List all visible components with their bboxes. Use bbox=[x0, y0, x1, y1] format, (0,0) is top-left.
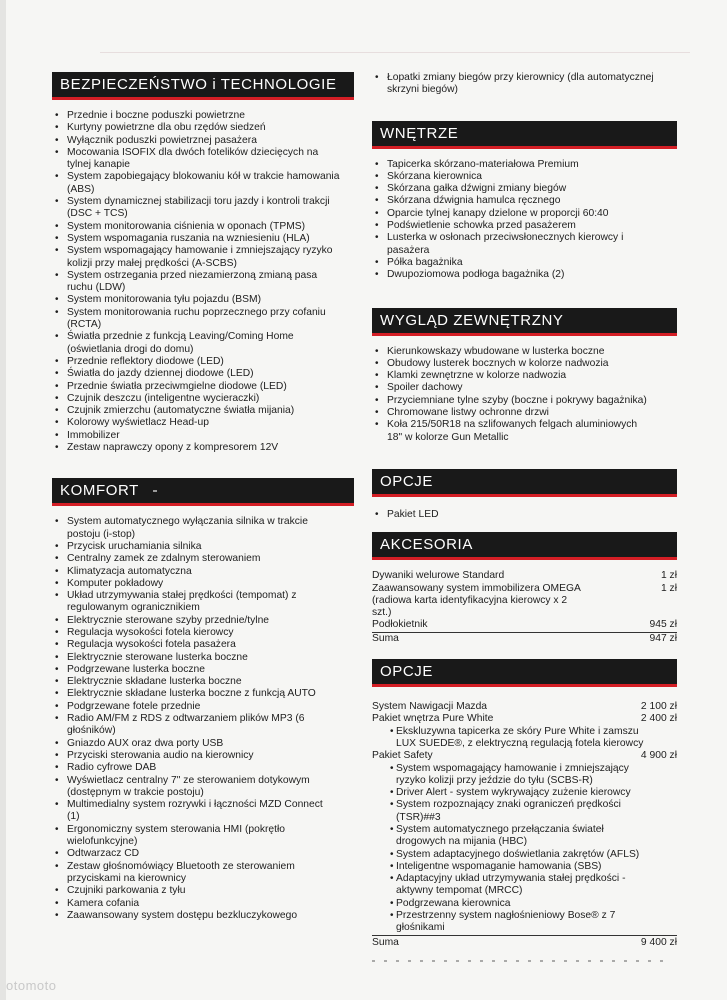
list-item-line: Czujniki parkowania z tyłu bbox=[67, 885, 186, 897]
list-item bbox=[52, 196, 354, 221]
price-row bbox=[372, 619, 677, 632]
bullet-icon: • bbox=[55, 417, 59, 429]
bullet-icon: • bbox=[55, 663, 59, 675]
akcesoria-sum-value: 947 zł bbox=[649, 632, 677, 644]
bullet-icon: • bbox=[55, 232, 59, 244]
package-item-line: System automatycznego przełączania świateł bbox=[396, 823, 604, 835]
list-item bbox=[372, 382, 677, 394]
price-row-value: 945 zł bbox=[649, 619, 677, 631]
list-item-line: Skórzana gałka dźwigni zmiany biegów bbox=[387, 183, 567, 195]
list-item-line: (RCTA) bbox=[67, 319, 102, 331]
price-row bbox=[372, 607, 677, 619]
price-row-label: Podłokietnik bbox=[372, 619, 428, 631]
section-header-opcje-2: OPCJE bbox=[372, 659, 677, 687]
package-item-line: Przestrzenny system nagłośnieniowy Bose® z 7 bbox=[396, 910, 616, 922]
bullet-icon: • bbox=[55, 380, 59, 392]
bullet-icon: • bbox=[55, 355, 59, 367]
bullet-icon: • bbox=[55, 823, 59, 835]
list-item bbox=[372, 232, 677, 257]
list-item-line: Przyciemniane tylne szyby (boczne i pokrywy bagażnika) bbox=[387, 394, 647, 406]
list-item bbox=[372, 358, 677, 370]
list-item-line: Immobilizer bbox=[67, 429, 120, 441]
list-item bbox=[52, 898, 354, 910]
package-item bbox=[372, 873, 677, 898]
list-item bbox=[52, 417, 354, 429]
list-item-line: System monitorowania ruchu poprzecznego przy cofaniu bbox=[67, 306, 326, 318]
list-item bbox=[52, 627, 354, 639]
bullet-icon: • bbox=[55, 442, 59, 454]
bullet-icon: • bbox=[375, 407, 379, 419]
akcesoria-table bbox=[372, 570, 677, 632]
list-item-line: Podświetlenie schowka przed pasażerem bbox=[387, 220, 576, 232]
list-item-line: Elektrycznie sterowane szyby przednie/tylne bbox=[67, 614, 270, 626]
akcesoria-sum-label: Suma bbox=[372, 632, 399, 644]
bullet-icon: • bbox=[55, 626, 59, 638]
price-row bbox=[372, 583, 677, 595]
list-item-line: Czujnik deszczu (inteligentne wycieraczki) bbox=[67, 392, 260, 404]
package-item-line: LUX SUEDE®, z elektryczną regulacją fotela kierowcy bbox=[396, 737, 644, 749]
list-item bbox=[52, 331, 354, 356]
bullet-icon: • bbox=[55, 405, 59, 417]
list-item-line: Wyświetlacz centralny 7" ze sterowaniem dotykowym bbox=[67, 774, 310, 786]
list-item-line: Chromowane listwy ochronne drzwi bbox=[387, 407, 549, 419]
komfort-list bbox=[52, 516, 354, 922]
package-item-line: System adaptacyjnego doświetlania zakrętów (AFLS) bbox=[396, 848, 640, 860]
bullet-icon: • bbox=[375, 370, 379, 382]
list-item bbox=[52, 356, 354, 368]
list-item-line: System automatycznego wyłączania silnika w trakcie bbox=[67, 516, 308, 528]
list-item bbox=[52, 652, 354, 664]
section-header-wnetrze: WNĘTRZE bbox=[372, 121, 677, 149]
list-item-line: Skórzana kierownica bbox=[387, 170, 483, 182]
list-item bbox=[52, 405, 354, 417]
bullet-icon: • bbox=[55, 245, 59, 257]
price-row-label: Zaawansowany system immobilizera OMEGA bbox=[372, 582, 581, 594]
list-item-line: Skórzana dźwignia hamulca ręcznego bbox=[387, 195, 561, 207]
list-item bbox=[52, 799, 354, 824]
list-item bbox=[52, 171, 354, 196]
price-row-label: szt.) bbox=[372, 607, 392, 619]
list-item-line: Półka bagażnika bbox=[387, 256, 463, 268]
bullet-icon: • bbox=[55, 639, 59, 651]
price-row bbox=[372, 595, 677, 607]
list-item bbox=[52, 713, 354, 738]
bullet-icon: • bbox=[55, 688, 59, 700]
package-item-line: Podgrzewana kierownica bbox=[396, 897, 511, 909]
bullet-icon: • bbox=[375, 508, 379, 520]
list-item-line: Spoiler dachowy bbox=[387, 382, 463, 394]
bullet-icon: • bbox=[375, 269, 379, 281]
section-header-akcesoria: AKCESORIA bbox=[372, 532, 677, 560]
package-item bbox=[372, 898, 677, 910]
bullet-icon: • bbox=[375, 170, 379, 182]
list-item-line: System wspomagający hamowanie i zmniejszający ryzyko bbox=[67, 245, 333, 257]
list-item bbox=[52, 245, 354, 270]
list-item-line: Kamera cofania bbox=[67, 897, 140, 909]
list-item-line: ruchu (LDW) bbox=[67, 282, 126, 294]
list-item-line: Światła przednie z funkcją Leaving/Coming Home bbox=[67, 331, 294, 343]
package-item-line: aktywny tempomat (MRCC) bbox=[396, 885, 523, 897]
bullet-icon: • bbox=[375, 256, 379, 268]
list-item bbox=[52, 553, 354, 565]
bullet-icon: • bbox=[55, 700, 59, 712]
section-header-bezpieczenstwo: BEZPIECZEŃSTWO i TECHNOLOGIE bbox=[52, 72, 354, 100]
list-item bbox=[372, 509, 677, 521]
list-item-line: Czujnik zmierzchu (automatyczne światła mijania) bbox=[67, 405, 295, 417]
list-item bbox=[52, 861, 354, 886]
list-item bbox=[52, 775, 354, 800]
list-item bbox=[372, 171, 677, 183]
bullet-icon: • bbox=[55, 577, 59, 589]
bullet-icon: • bbox=[375, 232, 379, 244]
list-item-line: (ABS) bbox=[67, 183, 95, 195]
list-item bbox=[52, 516, 354, 541]
bullet-icon: • bbox=[55, 331, 59, 343]
safety-row bbox=[372, 750, 677, 762]
list-item bbox=[52, 393, 354, 405]
package-item bbox=[372, 726, 677, 751]
bullet-icon: • bbox=[55, 220, 59, 232]
list-item bbox=[52, 615, 354, 627]
package-item bbox=[372, 861, 677, 873]
list-item bbox=[52, 750, 354, 762]
list-item-line: Pakiet LED bbox=[387, 508, 439, 520]
list-item bbox=[52, 541, 354, 553]
price-row bbox=[372, 701, 677, 713]
list-item bbox=[372, 195, 677, 207]
list-item-line: Elektrycznie sterowane lusterka boczne bbox=[67, 651, 248, 663]
list-item-line: Dwupoziomowa podłoga bagażnika (2) bbox=[387, 269, 565, 281]
bullet-icon: • bbox=[390, 873, 394, 885]
list-item bbox=[372, 257, 677, 269]
package-item-line: Ekskluzywna tapicerka ze skóry Pure White i zamszu bbox=[396, 725, 639, 737]
safety-value: 4 900 zł bbox=[640, 750, 677, 762]
package-item-line: System rozpoznający znaki ograniczeń prędkości bbox=[396, 799, 621, 811]
list-item bbox=[52, 639, 354, 651]
bullet-icon: • bbox=[55, 848, 59, 860]
list-item-line: System ostrzegania przed niezamierzoną zmianą pasa bbox=[67, 269, 318, 281]
bullet-icon: • bbox=[55, 762, 59, 774]
bullet-icon: • bbox=[375, 72, 379, 83]
list-item bbox=[372, 346, 677, 358]
bullet-icon: • bbox=[390, 897, 394, 909]
list-item bbox=[52, 147, 354, 172]
list-item-line: Przycisk uruchamiania silnika bbox=[67, 540, 202, 552]
bullet-icon: • bbox=[375, 419, 379, 431]
price-row-label: (radiowa karta identyfikacyjna kierowcy x 2 bbox=[372, 594, 568, 606]
list-item-line: System monitorowania tyłu pojazdu (BSM) bbox=[67, 294, 262, 306]
list-item bbox=[52, 676, 354, 688]
list-item-line: Przednie reflektory diodowe (LED) bbox=[67, 355, 224, 367]
list-item-line: (dostępnym w trakcie postoju) bbox=[67, 786, 204, 798]
list-item bbox=[52, 824, 354, 849]
right-column bbox=[372, 72, 677, 949]
bullet-icon: • bbox=[55, 306, 59, 318]
bullet-icon: • bbox=[55, 909, 59, 921]
list-item-line: Przednie światła przeciwmgielne diodowe (LED) bbox=[67, 380, 287, 392]
list-item-line: (1) bbox=[67, 811, 80, 823]
list-item-line: pasażera bbox=[387, 244, 430, 256]
bullet-icon: • bbox=[55, 146, 59, 158]
list-item bbox=[372, 72, 677, 97]
list-item-line: (DSC + TCS) bbox=[67, 208, 128, 220]
bullet-icon: • bbox=[55, 676, 59, 688]
list-item bbox=[372, 220, 677, 232]
bullet-icon: • bbox=[55, 122, 59, 134]
bullet-icon: • bbox=[55, 134, 59, 146]
package-item-line: głośnikami bbox=[396, 922, 445, 934]
list-item bbox=[372, 208, 677, 220]
opcje-sum-label: Suma bbox=[372, 936, 399, 948]
price-row-label: Pakiet wnętrza Pure White bbox=[372, 713, 494, 725]
price-row-label: Dywaniki welurowe Standard bbox=[372, 570, 505, 582]
list-item bbox=[52, 664, 354, 676]
list-item-line: Centralny zamek ze zdalnym sterowaniem bbox=[67, 553, 261, 565]
package-item-line: ryzyko kolizji przy jeździe do tyłu (SCBS-R) bbox=[396, 774, 593, 786]
list-item-line: Koła 215/50R18 na szlifowanych felgach aluminiowych bbox=[387, 419, 638, 431]
list-item-line: Wyłącznik poduszki powietrznej pasażera bbox=[67, 134, 257, 146]
bullet-icon: • bbox=[390, 762, 394, 774]
price-row bbox=[372, 570, 677, 582]
list-item bbox=[52, 135, 354, 147]
list-item-line: Komputer pokładowy bbox=[67, 577, 164, 589]
list-item-line: skrzyni biegów) bbox=[387, 84, 458, 96]
section-header-opcje-1: OPCJE bbox=[372, 469, 677, 497]
package-item-line: (TSR)##3 bbox=[396, 811, 441, 823]
top-rule bbox=[100, 52, 690, 53]
list-item-line: Obudowy lusterek bocznych w kolorze nadwozia bbox=[387, 357, 609, 369]
bullet-icon: • bbox=[375, 357, 379, 369]
list-item-line: Multimedialny system rozrywki i łączności MZD Connect bbox=[67, 799, 323, 811]
akcesoria-sum-row bbox=[372, 633, 677, 645]
opcje-price-table bbox=[372, 701, 677, 949]
list-item bbox=[52, 368, 354, 380]
list-item bbox=[372, 395, 677, 407]
watermark: otomoto bbox=[6, 978, 57, 993]
list-item bbox=[372, 370, 677, 382]
package-item bbox=[372, 787, 677, 799]
bullet-icon: • bbox=[55, 368, 59, 380]
bullet-icon: • bbox=[390, 910, 394, 922]
bullet-icon: • bbox=[55, 565, 59, 577]
list-item-line: Zestaw naprawczy opony z kompresorem 12V bbox=[67, 442, 279, 454]
list-item bbox=[52, 590, 354, 615]
bullet-icon: • bbox=[390, 799, 394, 811]
list-item-line: Tapicerka skórzano-materiałowa Premium bbox=[387, 158, 579, 170]
bullet-icon: • bbox=[375, 158, 379, 170]
list-item-line: Lusterka w osłonach przeciwsłonecznych kierowcy i bbox=[387, 232, 624, 244]
price-row-value: 1 zł bbox=[660, 582, 677, 594]
list-item-line: (oświetlania drogi do domu) bbox=[67, 343, 194, 355]
list-item bbox=[52, 910, 354, 922]
list-item bbox=[52, 307, 354, 332]
bullet-icon: • bbox=[390, 848, 394, 860]
package-item bbox=[372, 763, 677, 788]
bullet-icon: • bbox=[375, 382, 379, 394]
list-item bbox=[52, 442, 354, 454]
list-item-line: Regulacja wysokości fotela pasażera bbox=[67, 639, 236, 651]
list-item-line: Podgrzewane lusterka boczne bbox=[67, 663, 205, 675]
list-item-line: System zapobiegający blokowaniu kół w trakcie hamowania bbox=[67, 171, 340, 183]
bullet-icon: • bbox=[55, 885, 59, 897]
list-item-line: regulowanym ogranicznikiem bbox=[67, 602, 200, 614]
bullet-icon: • bbox=[390, 787, 394, 799]
list-item bbox=[52, 430, 354, 442]
package-item-line: Inteligentne wspomaganie hamowania (SBS) bbox=[396, 860, 602, 872]
wyglad-list bbox=[372, 346, 677, 444]
package-item-line: Adaptacyjny układ utrzymywania stałej prędkości - bbox=[396, 873, 626, 885]
scan-mark bbox=[153, 490, 157, 492]
list-item-line: Klimatyzacja automatyczna bbox=[67, 565, 192, 577]
package-item bbox=[372, 799, 677, 824]
list-item-line: Odtwarzacz CD bbox=[67, 848, 140, 860]
list-item bbox=[372, 407, 677, 419]
list-item bbox=[52, 578, 354, 590]
bullet-icon: • bbox=[375, 183, 379, 195]
left-column bbox=[52, 72, 354, 922]
list-item-line: Ergonomiczny system sterowania HMI (pokrętło bbox=[67, 823, 286, 835]
package-item bbox=[372, 824, 677, 849]
bullet-icon: • bbox=[55, 614, 59, 626]
list-item-line: Przednie i boczne poduszki powietrzne bbox=[67, 110, 246, 121]
list-item-line: 18" w kolorze Gun Metallic bbox=[387, 431, 509, 443]
list-item-line: System monitorowania ciśnienia w oponach (TPMS) bbox=[67, 220, 306, 232]
bullet-icon: • bbox=[55, 196, 59, 208]
bullet-icon: • bbox=[55, 749, 59, 761]
bullet-icon: • bbox=[55, 516, 59, 528]
list-item-line: Mocowania ISOFIX dla dwóch fotelików dziecięcych na bbox=[67, 146, 319, 158]
bullet-icon: • bbox=[55, 171, 59, 183]
list-item-line: Radio cyfrowe DAB bbox=[67, 762, 157, 774]
bullet-icon: • bbox=[55, 294, 59, 306]
price-row bbox=[372, 713, 677, 725]
list-item-line: Kurtyny powietrzne dla obu rzędów siedzeń bbox=[67, 122, 266, 134]
list-item-line: Układ utrzymywania stałej prędkości (tempomat) z bbox=[67, 590, 297, 602]
list-item-line: Regulacja wysokości fotela kierowcy bbox=[67, 626, 234, 638]
opcje-sum-value: 9 400 zł bbox=[640, 936, 677, 948]
package-item bbox=[372, 910, 677, 936]
bullet-icon: • bbox=[390, 823, 394, 835]
bottom-dotted-rule bbox=[372, 960, 672, 962]
bullet-icon: • bbox=[55, 269, 59, 281]
list-item bbox=[52, 294, 354, 306]
price-row-value: 1 zł bbox=[660, 570, 677, 582]
price-row-value: 2 400 zł bbox=[640, 713, 677, 725]
list-item bbox=[52, 738, 354, 750]
safety-label: Pakiet Safety bbox=[372, 750, 433, 762]
list-item-line: wielofunkcyjne) bbox=[67, 836, 138, 848]
bullet-icon: • bbox=[55, 590, 59, 602]
bullet-icon: • bbox=[375, 195, 379, 207]
bullet-icon: • bbox=[55, 737, 59, 749]
right-top-list bbox=[372, 72, 677, 97]
bullet-icon: • bbox=[55, 860, 59, 872]
bullet-icon: • bbox=[55, 799, 59, 811]
opcje-list bbox=[372, 509, 677, 521]
list-item-line: Przyciski sterowania audio na kierownicy bbox=[67, 749, 254, 761]
bullet-icon: • bbox=[390, 725, 394, 737]
list-item-line: Klamki zewnętrzne w kolorze nadwozia bbox=[387, 370, 567, 382]
bullet-icon: • bbox=[55, 540, 59, 552]
list-item bbox=[52, 762, 354, 774]
package-item-line: Driver Alert - system wykrywający zużenie kierowcy bbox=[396, 787, 631, 799]
bullet-icon: • bbox=[55, 392, 59, 404]
list-item bbox=[52, 688, 354, 700]
bezpieczenstwo-list bbox=[52, 110, 354, 454]
list-item-line: przyciskami na kierownicy bbox=[67, 872, 187, 884]
wnetrze-list bbox=[372, 159, 677, 282]
list-item bbox=[52, 270, 354, 295]
list-item bbox=[52, 848, 354, 860]
list-item bbox=[52, 233, 354, 245]
list-item-line: Gniazdo AUX oraz dwa porty USB bbox=[67, 737, 224, 749]
bullet-icon: • bbox=[55, 429, 59, 441]
price-row-label: System Nawigacji Mazda bbox=[372, 701, 488, 713]
bullet-icon: • bbox=[375, 220, 379, 232]
list-item-line: Elektrycznie składane lusterka boczne bbox=[67, 676, 242, 688]
list-item-line: System dynamicznej stabilizacji toru jazdy i kontroli trakcji bbox=[67, 196, 330, 208]
scan-edge bbox=[0, 0, 6, 1000]
bullet-icon: • bbox=[55, 651, 59, 663]
list-item bbox=[372, 159, 677, 171]
list-item-line: Kolorowy wyświetlacz Head-up bbox=[67, 417, 209, 429]
bullet-icon: • bbox=[55, 553, 59, 565]
list-item bbox=[52, 122, 354, 134]
section-header-wyglad: WYGLĄD ZEWNĘTRZNY bbox=[372, 308, 677, 336]
list-item bbox=[52, 885, 354, 897]
list-item bbox=[372, 183, 677, 195]
list-item-line: tylnej kanapie bbox=[67, 159, 130, 171]
bullet-icon: • bbox=[375, 345, 379, 357]
package-item-line: drogowych na mijania (HBC) bbox=[396, 836, 528, 848]
list-item bbox=[372, 269, 677, 281]
package-item-line: System wspomagający hamowanie i zmniejszający bbox=[396, 762, 629, 774]
list-item bbox=[52, 701, 354, 713]
list-item-line: Łopatki zmiany biegów przy kierownicy (dla automatycznej bbox=[387, 72, 654, 83]
list-item-line: Kierunkowskazy wbudowane w lusterka boczne bbox=[387, 345, 605, 357]
list-item-line: Elektrycznie składane lusterka boczne z funkcją AUTO bbox=[67, 688, 316, 700]
list-item-line: Zaawansowany system dostępu bezkluczykowego bbox=[67, 909, 298, 921]
list-item-line: Podgrzewane fotele przednie bbox=[67, 700, 201, 712]
list-item-line: System wspomagania ruszania na wzniesieniu (HLA) bbox=[67, 232, 310, 244]
list-item-line: kolizji przy małej prędkości (A-SCBS) bbox=[67, 257, 237, 269]
list-item-line: Radio AM/FM z RDS z odtwarzaniem plików MP3 (6 bbox=[67, 713, 305, 725]
bullet-icon: • bbox=[55, 713, 59, 725]
section-header-komfort: KOMFORT bbox=[52, 478, 354, 506]
list-item bbox=[52, 381, 354, 393]
bullet-icon: • bbox=[375, 207, 379, 219]
bullet-icon: • bbox=[55, 110, 59, 121]
list-item-line: Światła do jazdy dziennej diodowe (LED) bbox=[67, 368, 254, 380]
bullet-icon: • bbox=[55, 774, 59, 786]
bullet-icon: • bbox=[375, 394, 379, 406]
list-item-line: Zestaw głośnomówiący Bluetooth ze sterowaniem bbox=[67, 860, 295, 872]
package-item bbox=[372, 849, 677, 861]
list-item-line: głośników) bbox=[67, 725, 116, 737]
price-row-value: 2 100 zł bbox=[640, 701, 677, 713]
list-item bbox=[52, 110, 354, 122]
list-item bbox=[52, 221, 354, 233]
bullet-icon: • bbox=[390, 860, 394, 872]
opcje-sum-row bbox=[372, 937, 677, 949]
list-item bbox=[372, 419, 677, 444]
bullet-icon: • bbox=[55, 897, 59, 909]
list-item bbox=[52, 566, 354, 578]
list-item-line: postoju (i-stop) bbox=[67, 528, 136, 540]
list-item-line: Oparcie tylnej kanapy dzielone w proporcji 60:40 bbox=[387, 207, 609, 219]
